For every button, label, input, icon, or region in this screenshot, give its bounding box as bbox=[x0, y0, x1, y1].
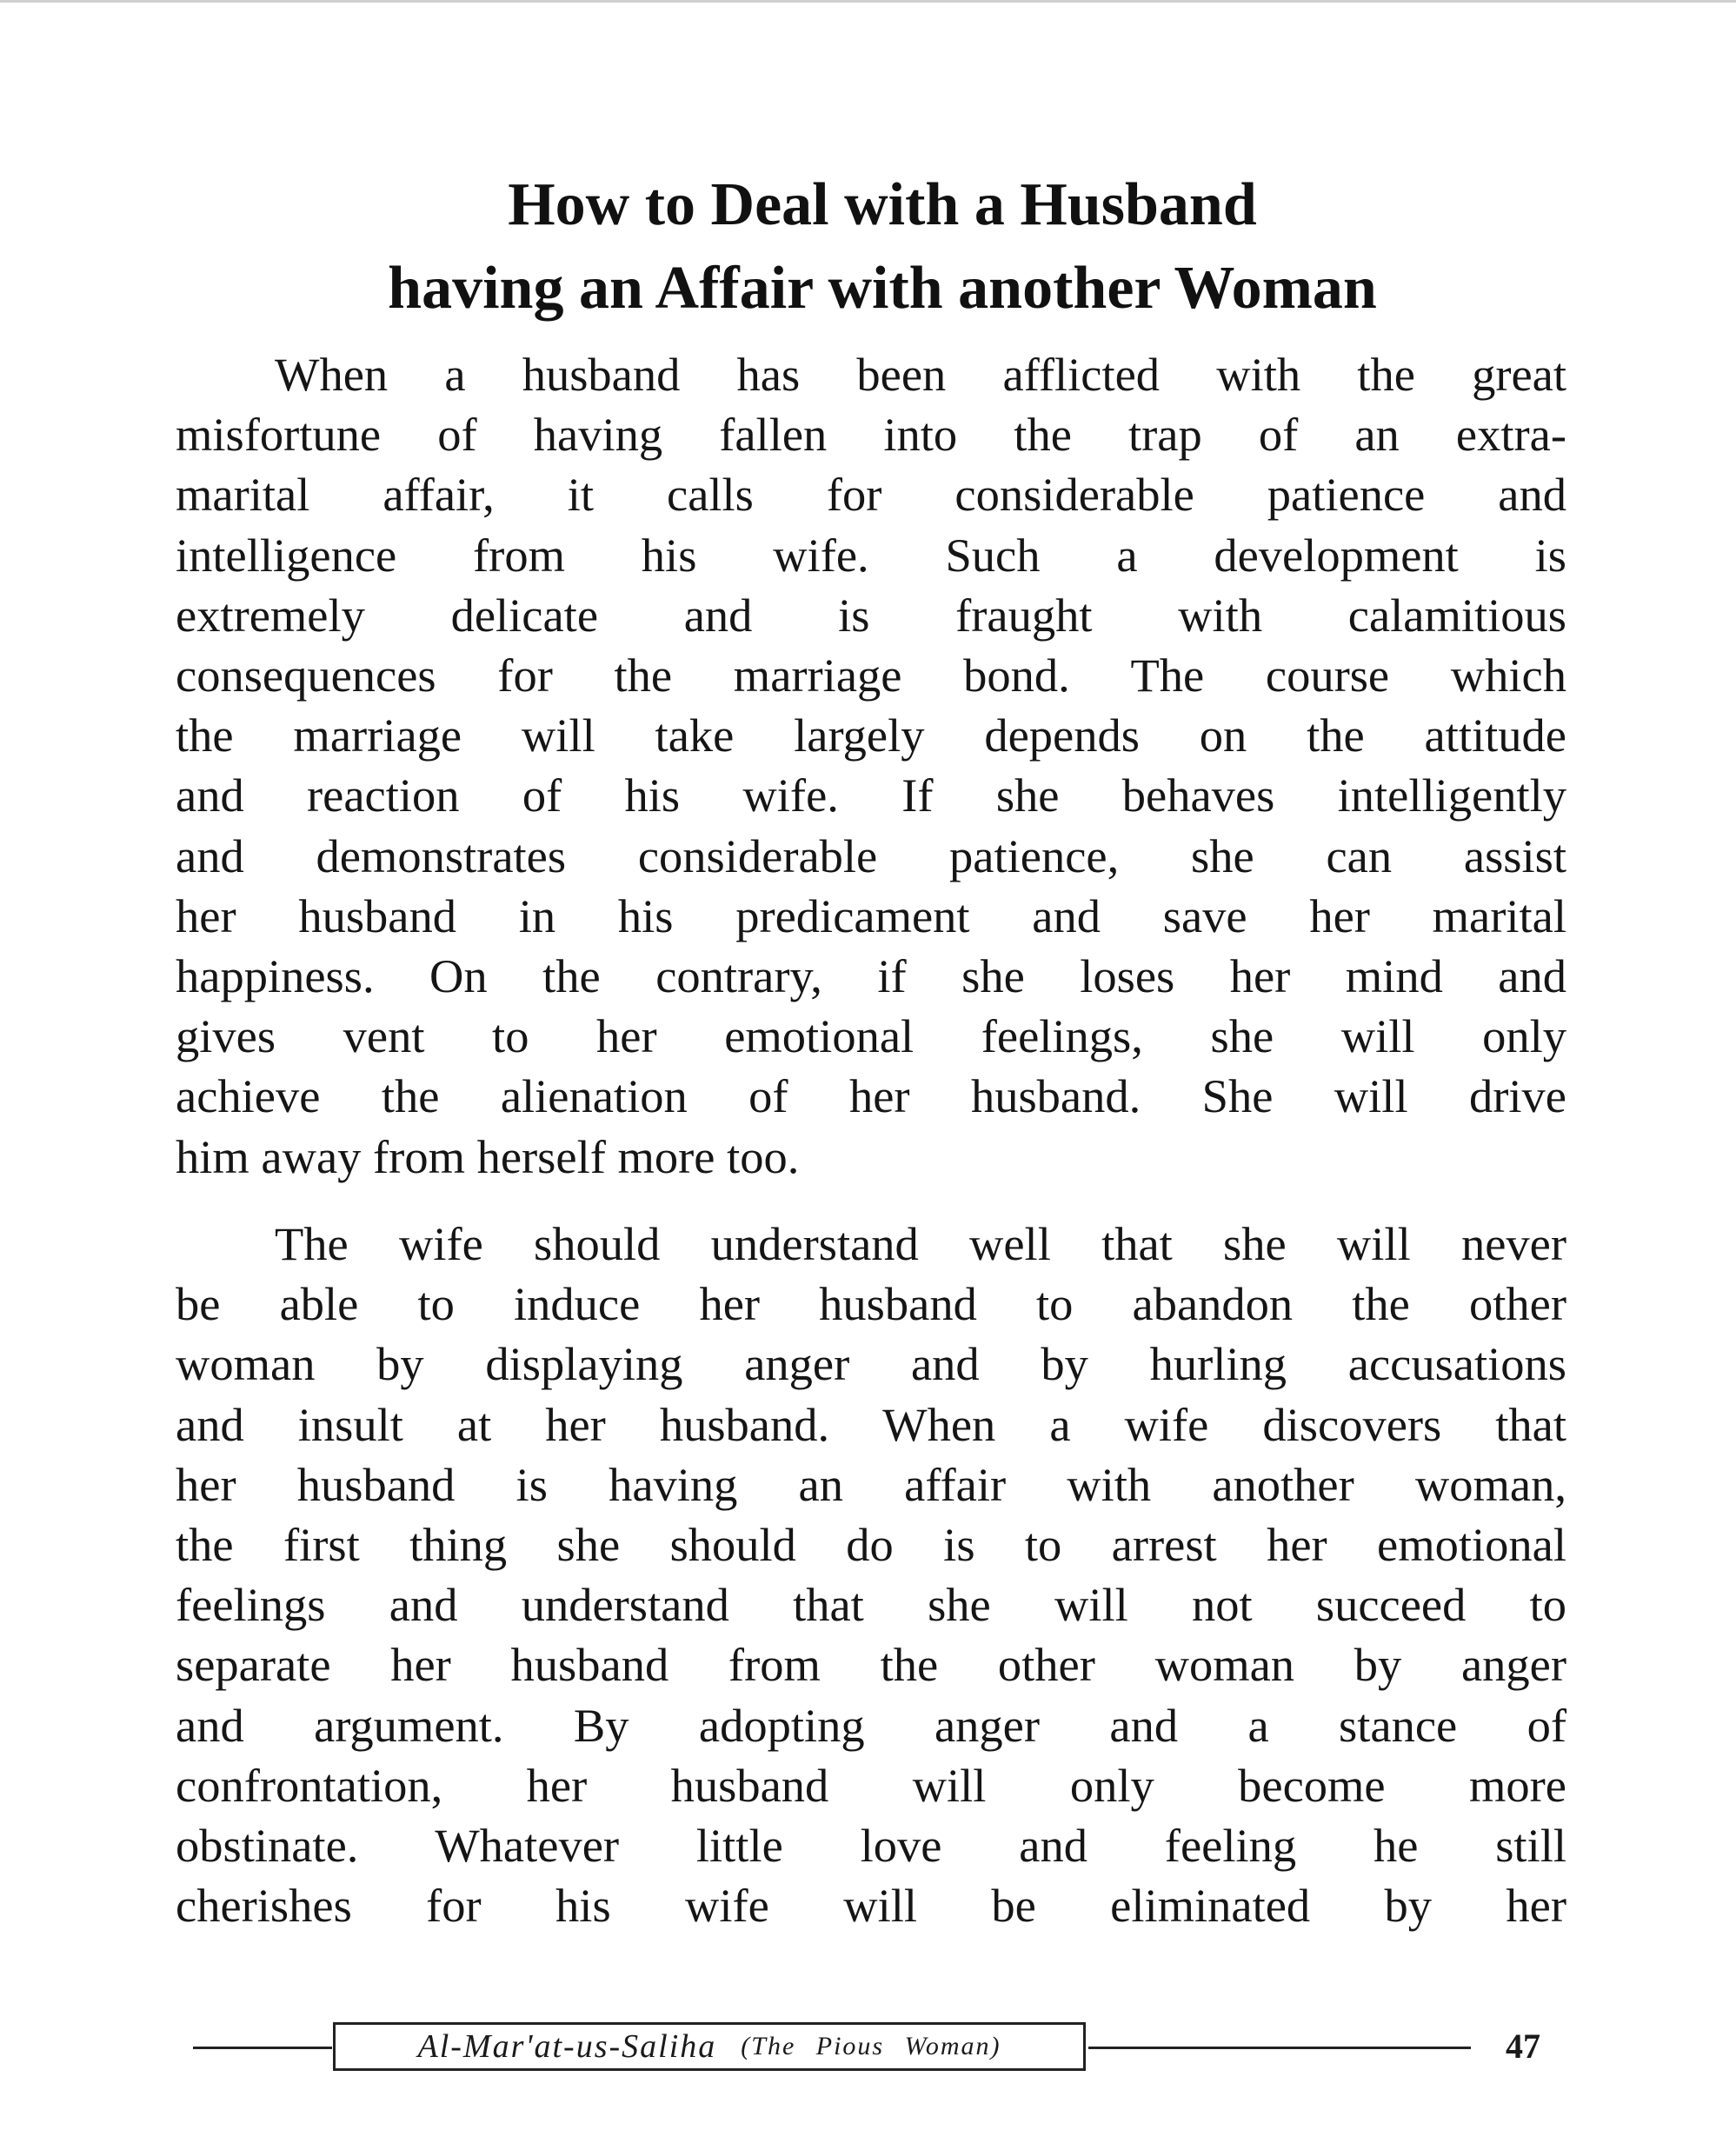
text-line: When a husband has been afflicted with the great bbox=[275, 348, 1566, 401]
footer-rule-right bbox=[1088, 2047, 1471, 2049]
text-line: him away from herself more too. bbox=[176, 1129, 800, 1183]
text-line: The wife should understand well that she will never bbox=[275, 1217, 1566, 1270]
text-line: misfortune of having fallen into the trap of an extra- bbox=[176, 408, 1566, 462]
text-line: woman by displaying anger and by hurling accusations bbox=[176, 1337, 1566, 1391]
chapter-title-line-1: How to Deal with a Husband bbox=[508, 171, 1257, 238]
text-line: cherishes for his wife will be eliminated by her bbox=[176, 1879, 1566, 1933]
text-line: her husband in his predicament and save her marital bbox=[176, 889, 1566, 942]
text-line: happiness. On the contrary, if she loses her mind and bbox=[176, 949, 1566, 1003]
page-number: 47 bbox=[1506, 2027, 1540, 2066]
text-line: separate her husband from the other woman by anger bbox=[176, 1638, 1566, 1692]
text-line: and argument. By adopting anger and a stance of bbox=[176, 1698, 1566, 1752]
chapter-title-line-2: having an Affair with another Woman bbox=[388, 255, 1377, 322]
footer-book-title-box bbox=[333, 2022, 1086, 2071]
text-line: her husband is having an affair with another woman, bbox=[176, 1457, 1566, 1511]
page-top-edge bbox=[0, 0, 1736, 3]
text-line: the marriage will take largely depends on the attitude bbox=[176, 709, 1566, 762]
footer-book-subtitle: (The Pious Woman) bbox=[741, 2032, 1001, 2060]
paragraph-2 bbox=[176, 1214, 1566, 1935]
text-line: the first thing she should do is to arrest her emotional bbox=[176, 1518, 1566, 1572]
page-footer bbox=[0, 2017, 1736, 2078]
text-line: intelligence from his wife. Such a development is bbox=[176, 528, 1566, 582]
text-line: marital affair, it calls for considerable patience and bbox=[176, 468, 1566, 522]
text-line: gives vent to her emotional feelings, she will only bbox=[176, 1009, 1566, 1063]
text-line: and insult at her husband. When a wife discovers that bbox=[176, 1397, 1566, 1451]
text-line: consequences for the marriage bond. The course which bbox=[176, 649, 1566, 702]
paragraph-1 bbox=[176, 344, 1566, 1187]
chapter-title bbox=[174, 163, 1591, 330]
text-line: feelings and understand that she will not succeed to bbox=[176, 1578, 1566, 1632]
text-line: extremely delicate and is fraught with calamitious bbox=[176, 588, 1566, 642]
text-line: be able to induce her husband to abandon the other bbox=[176, 1277, 1566, 1331]
text-line: and reaction of his wife. If she behaves intelligently bbox=[176, 769, 1566, 822]
text-line: and demonstrates considerable patience, she can assist bbox=[176, 829, 1566, 882]
text-line: obstinate. Whatever little love and feeling he still bbox=[176, 1819, 1566, 1873]
text-line: achieve the alienation of her husband. She will drive bbox=[176, 1069, 1566, 1123]
text-line: confrontation, her husband will only become more bbox=[176, 1758, 1566, 1812]
footer-rule-left bbox=[193, 2047, 332, 2049]
footer-book-title: Al-Mar'at-us-Saliha bbox=[417, 2028, 717, 2065]
